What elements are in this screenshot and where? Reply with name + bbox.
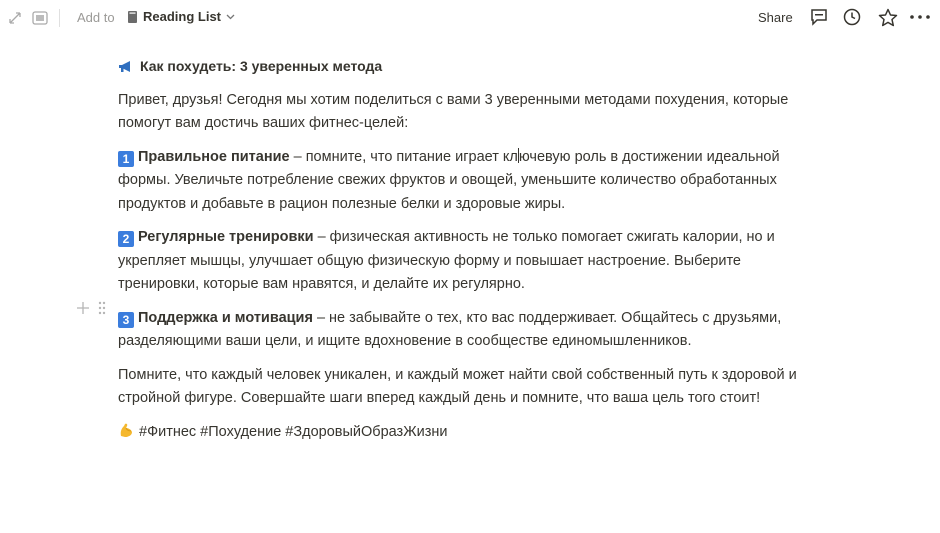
number-badge: 1 <box>118 151 134 167</box>
separator <box>59 9 61 27</box>
number-badge: 2 <box>118 231 134 247</box>
chevron-down-icon <box>226 14 235 20</box>
megaphone-icon <box>118 60 134 73</box>
top-bar <box>0 0 940 36</box>
sidebar-icon[interactable] <box>32 11 48 25</box>
number-badge: 3 <box>118 312 134 328</box>
list-item[interactable] <box>118 226 798 297</box>
block-handles <box>76 301 106 315</box>
list-item[interactable] <box>118 146 798 217</box>
more-icon[interactable] <box>910 15 930 19</box>
hashtags: #Фитнес #Похудение #ЗдоровыйОбразЖизни <box>139 423 448 440</box>
plus-icon[interactable] <box>76 301 90 315</box>
item-heading: Регулярные тренировки <box>138 229 314 245</box>
intro-paragraph[interactable]: Привет, друзья! Сегодня мы хотим поделиться с вами 3 уверенными методами похудения, которые помогут вам достичь ваших фитнес-целей: <box>118 91 789 131</box>
item-heading: Поддержка и мотивация <box>138 309 313 326</box>
list-item[interactable] <box>118 307 798 354</box>
share-button[interactable]: Share <box>758 10 793 25</box>
item-text: – не забывайте о тех, кто вас поддерживает. Общайтесь с друзьями, разделяющими ваши цели, и ищите вдохновение в сообществе единомышленников. <box>118 309 782 349</box>
add-to-label[interactable]: Add to <box>77 10 115 25</box>
item-text: – помните, что питание играет кл <box>289 148 518 165</box>
document-title-block[interactable] <box>118 55 798 79</box>
document-title: Как похудеть: 3 уверенных метода <box>140 58 383 74</box>
book-icon <box>127 10 138 24</box>
flexed-biceps-icon <box>118 422 134 438</box>
comment-icon[interactable] <box>809 8 829 26</box>
clock-icon[interactable] <box>843 8 861 26</box>
drag-handle-icon[interactable] <box>98 301 106 315</box>
item-text: – физическая активность не только помогает сжигать калории, но и укрепляет мышцы, улучшает общую физическую форму и повышает настроение. Выберите тренировки, которые вам нравятся, и делайте их регулярно. <box>118 229 775 292</box>
item-text-continued: ючевую роль в достижении идеальной формы. Увеличьте потребление свежих фруктов и овощей, уменьшите количество обработанных продуктов и добавьте в рацион полезные белки и здоровые жиры. <box>118 148 780 212</box>
reading-list-label: Reading List <box>143 9 222 24</box>
item-heading: Правильное питание <box>138 148 290 165</box>
expand-icon[interactable] <box>8 11 22 25</box>
reading-list-selector[interactable] <box>127 9 235 24</box>
document-body[interactable] <box>118 55 798 444</box>
hashtags-line[interactable] <box>118 421 798 445</box>
star-icon[interactable] <box>878 8 898 27</box>
closing-paragraph[interactable]: Помните, что каждый человек уникален, и каждый может найти свой собственный путь к здоровой и стройной фигуре. Совершайте шаги вперед каждый день и помните, что ваша цель того стоит! <box>118 366 797 406</box>
